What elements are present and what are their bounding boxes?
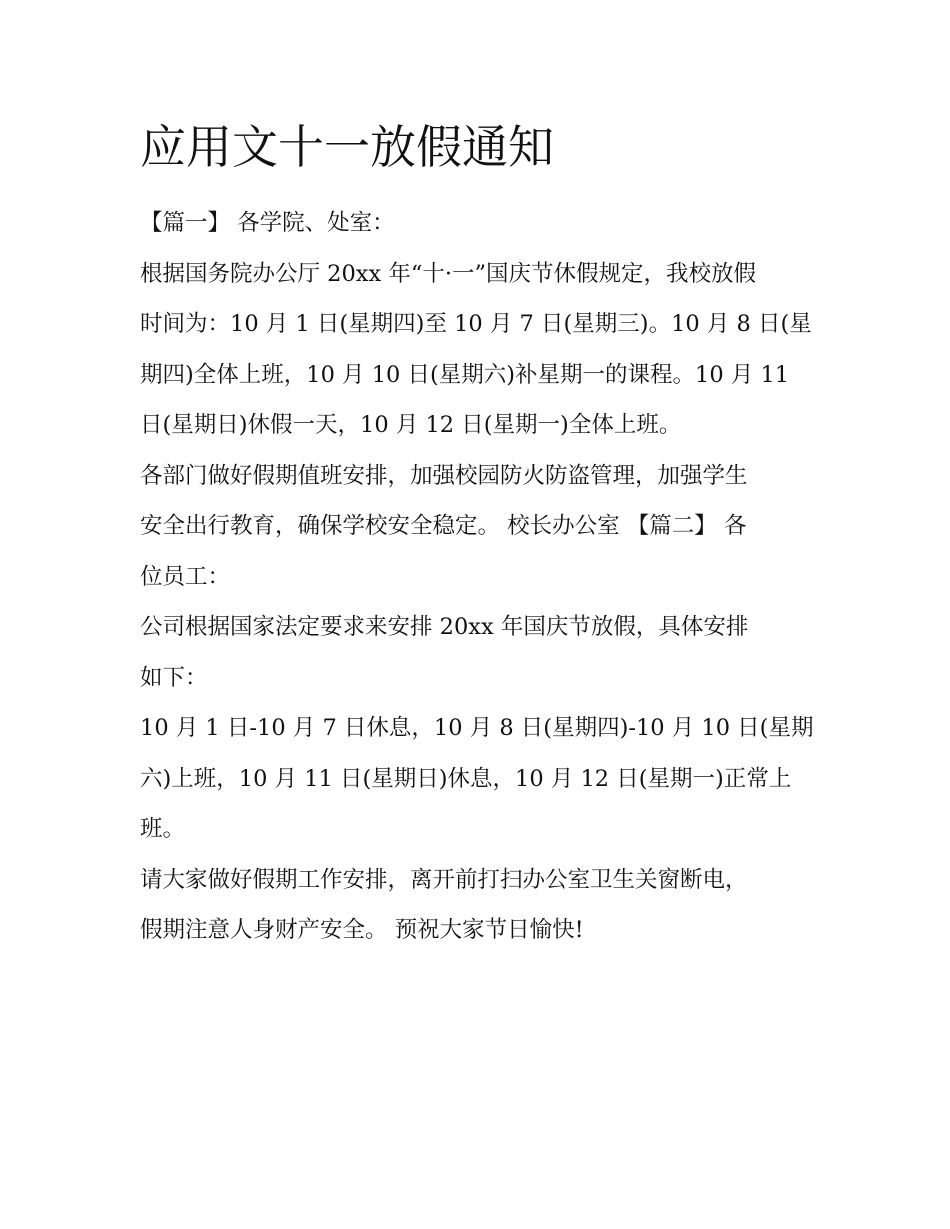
text-line: 如下： (140, 664, 208, 691)
text-line: 六)上班，10 月 11 日(星期日)休息，10 月 12 日(星期一)正常上 (140, 765, 792, 792)
text-line: 公司根据国家法定要求来安排 20xx 年国庆节放假，具体安排 (140, 614, 749, 640)
text-line: 根据国务院办公厅 20xx 年“十·一”国庆节休假规定，我校放假 (140, 260, 756, 287)
text-line: 各部门做好假期值班安排，加强校园防火防盗管理，加强学生 (140, 462, 748, 489)
text-line: 时间为：10 月 1 日(星期四)至 10 月 7 日(星期三)。10 月 8 日(星 (140, 311, 812, 337)
text-line: 期四)全体上班，10 月 10 日(星期六)补星期一的课程。10 月 11 (140, 361, 790, 388)
text-line: 班。 (140, 816, 186, 842)
text-line: 位员工： (140, 563, 231, 590)
document-body (140, 198, 816, 956)
document-title: 应用文十一放假通知 (140, 120, 554, 174)
text-line: 日(星期日)休假一天，10 月 12 日(星期一)全体上班。 (140, 412, 682, 438)
text-line: 请大家做好假期工作安排，离开前打扫办公室卫生关窗断电， (140, 866, 748, 893)
text-line: 安全出行教育，确保学校安全稳定。 校长办公室 【篇二】 各 (140, 513, 747, 539)
text-line: 假期注意人身财产安全。 预祝大家节日愉快! (140, 917, 584, 943)
text-line: 10 月 1 日-10 月 7 日休息，10 月 8 日(星期四)-10 月 10 日(星期 (140, 715, 814, 741)
text-line: 【篇一】 各学院、处室： (140, 210, 395, 236)
